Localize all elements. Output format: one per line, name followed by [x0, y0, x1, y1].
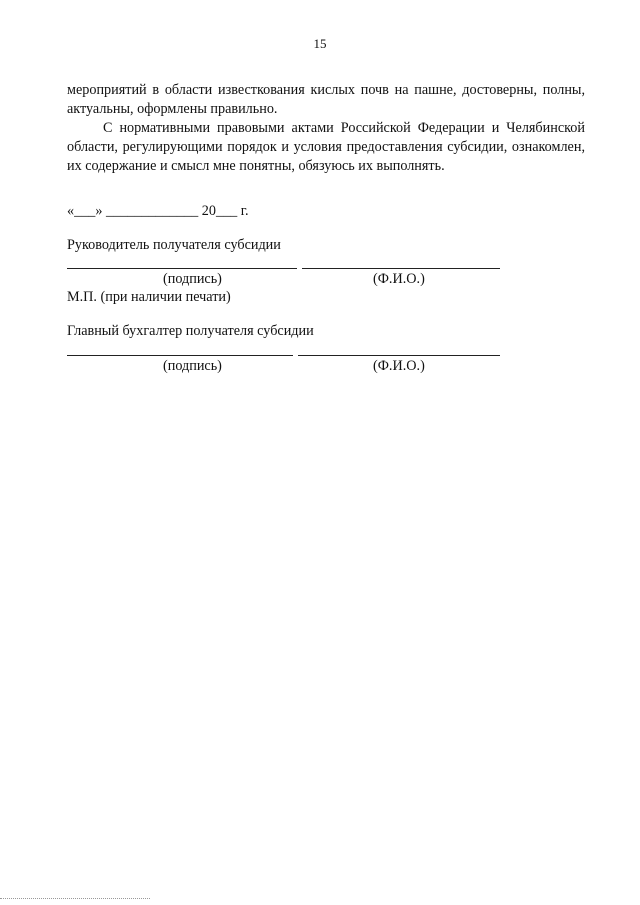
- accountant-signature-caption: (подпись): [163, 358, 222, 374]
- page-number: 15: [313, 36, 327, 51]
- head-title: Руководитель получателя субсидии: [67, 237, 281, 253]
- paragraph-continuation: мероприятий в области известкования кислых почв на пашне, достоверны, полны, актуальны, оформлены правильно.: [67, 82, 585, 117]
- accountant-title: Главный бухгалтер получателя субсидии: [67, 323, 314, 339]
- date-line: «___» _____________ 20___ г.: [67, 203, 249, 219]
- accountant-name-caption: (Ф.И.О.): [373, 358, 425, 374]
- paragraph-acknowledgement: С нормативными правовыми актами Российской Федерации и Челябинской области, регулирующими порядок и условия предоставления субсидии, ознакомлен, их содержание и смысл мне понятны, обязуюсь их выполнять.: [67, 120, 585, 174]
- head-signature-caption: (подпись): [163, 271, 222, 287]
- accountant-signature-line: [67, 355, 293, 356]
- scan-artifact: [0, 898, 150, 899]
- head-name-line: [302, 268, 500, 269]
- head-name-caption: (Ф.И.О.): [373, 271, 425, 287]
- stamp-note: М.П. (при наличии печати): [67, 289, 231, 305]
- head-signature-line: [67, 268, 297, 269]
- accountant-name-line: [298, 355, 500, 356]
